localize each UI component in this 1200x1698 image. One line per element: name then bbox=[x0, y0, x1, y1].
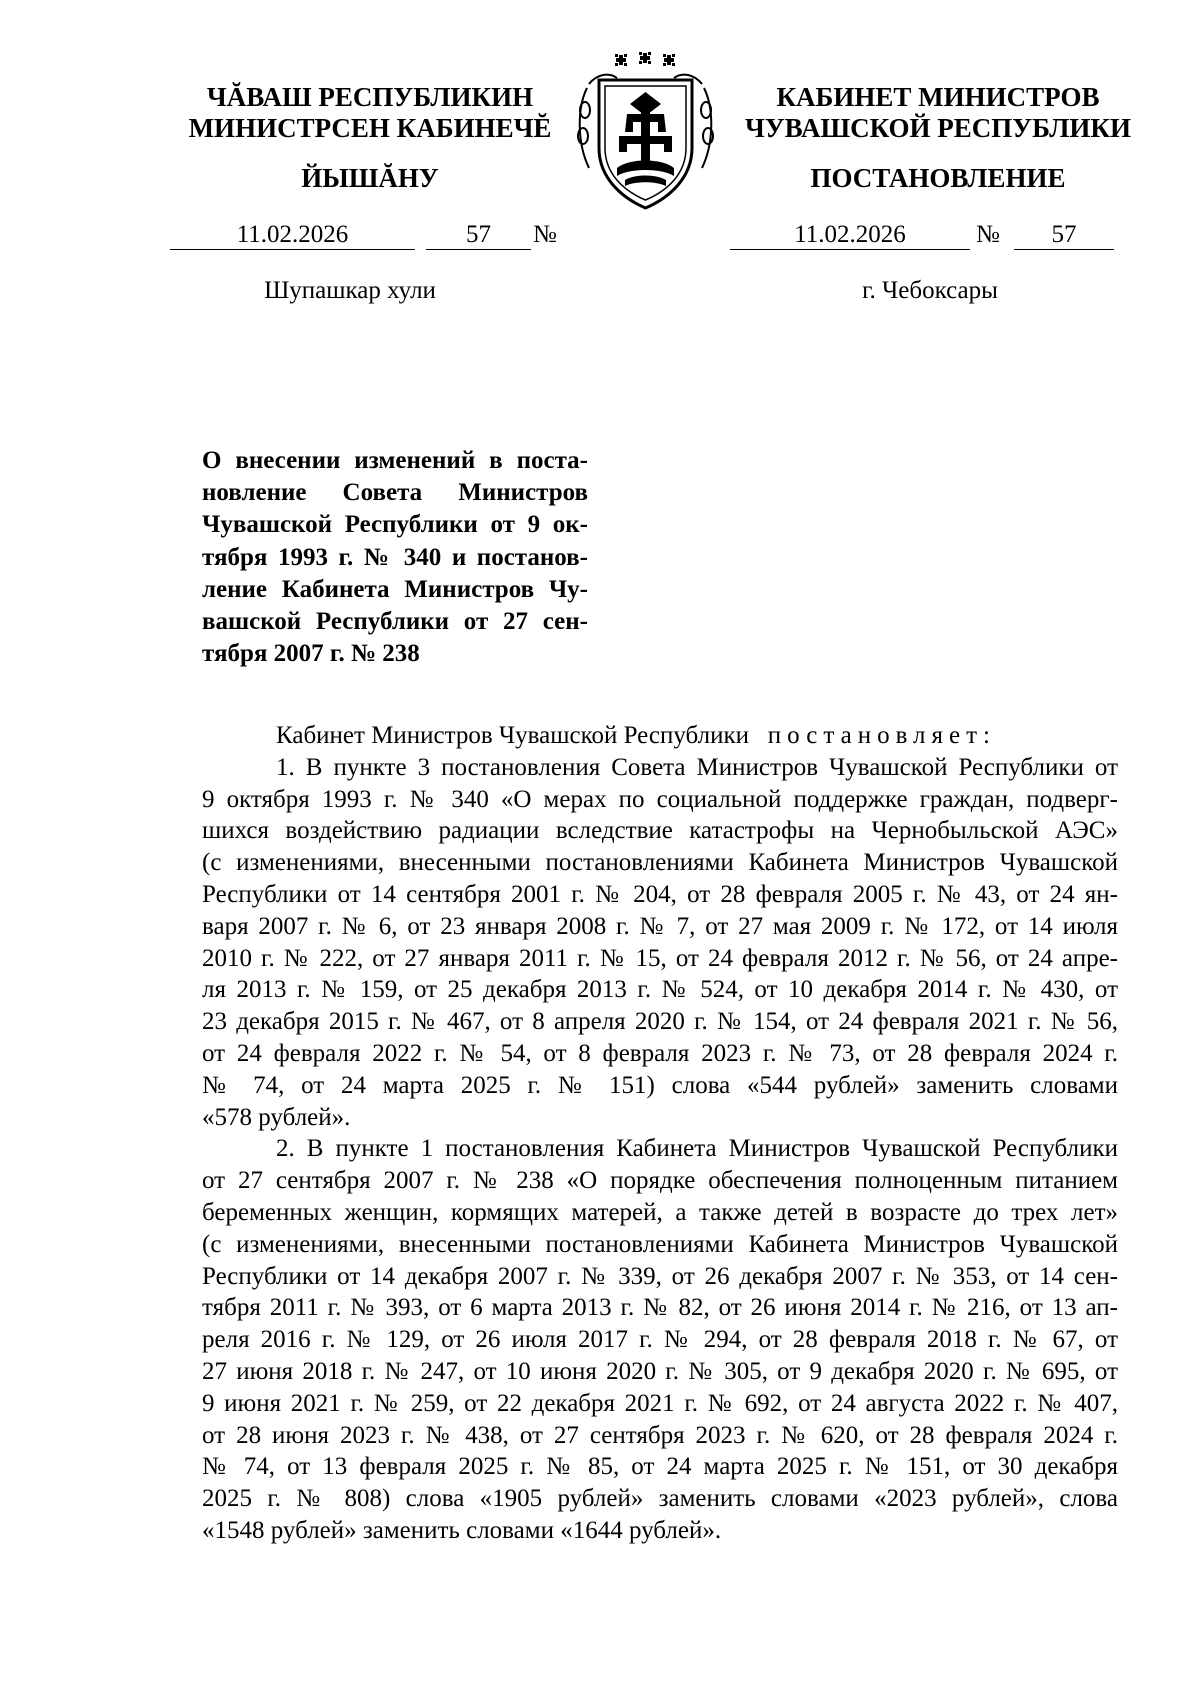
emblem bbox=[569, 48, 722, 214]
paragraph2-line: «1548 рублей» заменить словами «1644 рублей». bbox=[202, 1516, 722, 1544]
paragraph1-line: 2010 г. № 222, от 27 января 2011 г. № 15, от 24 февраля 2012 г. № 56, от 24 апре- bbox=[202, 944, 1118, 972]
date-line-right bbox=[600, 221, 1200, 251]
header-left-doc-type: ЙЫШĂНУ bbox=[301, 163, 439, 193]
number-left: 57 bbox=[426, 221, 531, 250]
paragraph2-line: беременных женщин, кормящих матерей, а также детей в возрасте до трех лет» bbox=[202, 1198, 1118, 1226]
paragraph1-line: № 74, от 24 марта 2025 г. № 151) слова «544 рублей» заменить словами bbox=[202, 1071, 1118, 1099]
city-left: Шупашкар хули bbox=[264, 277, 436, 304]
paragraph1-line: ля 2013 г. № 159, от 25 декабря 2013 г. № 524, от 10 декабря 2014 г. № 430, от bbox=[202, 976, 1118, 1004]
paragraph2-line: 9 июня 2021 г. № 259, от 22 декабря 2021 г. № 692, от 24 августа 2022 г. № 407, bbox=[202, 1389, 1118, 1417]
paragraph2-line: 2. В пункте 1 постановления Кабинета Министров Чувашской Республики bbox=[276, 1135, 1118, 1163]
title-line: ление Кабинета Министров Чу- bbox=[202, 575, 588, 603]
header-left-org bbox=[170, 82, 570, 144]
paragraph2-line: от 27 сентября 2007 г. № 238 «О порядке обеспечения полноценным питанием bbox=[202, 1167, 1118, 1195]
date-right: 11.02.2026 bbox=[730, 221, 970, 250]
date-left: 11.02.2026 bbox=[170, 221, 415, 250]
paragraph1-line: «578 рублей». bbox=[202, 1103, 351, 1131]
number-right: 57 bbox=[1014, 221, 1114, 250]
title-line: Чувашской Республики от 9 ок- bbox=[202, 511, 588, 539]
intro-verb: постановляет: bbox=[767, 722, 997, 749]
paragraph1-line: шихся воздействию радиации вследствие катастрофы на Чернобыльской АЭС» bbox=[202, 817, 1118, 845]
paragraph2-line: 2025 г. № 808) слова «1905 рублей» заменить словами «2023 рублей», слова bbox=[202, 1485, 1118, 1513]
intro-text: Кабинет Министров Чувашской Республики bbox=[276, 722, 750, 749]
paragraph1-line: (с изменениями, внесенными постановлениями Кабинета Министров Чувашской bbox=[202, 849, 1118, 877]
paragraph1-line: 23 декабря 2015 г. № 467, от 8 апреля 2020 г. № 154, от 24 февраля 2021 г. № 56, bbox=[202, 1008, 1118, 1036]
chuvash-coat-of-arms-icon bbox=[569, 48, 722, 214]
intro-line bbox=[202, 720, 1118, 752]
paragraph2-line: № 74, от 13 февраля 2025 г. № 85, от 24 марта 2025 г. № 151, от 30 декабря bbox=[202, 1453, 1118, 1481]
title-line: новление Совета Министров bbox=[202, 479, 588, 507]
paragraph1-line: от 24 февраля 2022 г. № 54, от 8 февраля 2023 г. № 73, от 28 февраля 2024 г. bbox=[202, 1039, 1118, 1067]
header-right-doc-type: ПОСТАНОВЛЕНИЕ bbox=[810, 163, 1066, 193]
header-right-org bbox=[728, 82, 1148, 144]
paragraph2-line: реля 2016 г. № 129, от 26 июля 2017 г. № 294, от 28 февраля 2018 г. № 67, от bbox=[202, 1326, 1118, 1354]
number-sign-left: № bbox=[533, 221, 557, 248]
title-line: вашской Республики от 27 сен- bbox=[202, 608, 588, 636]
header-right-line2: ЧУВАШСКОЙ РЕСПУБЛИКИ bbox=[745, 113, 1131, 143]
paragraph1-line: варя 2007 г. № 6, от 23 января 2008 г. № 7, от 27 мая 2009 г. № 172, от 14 июля bbox=[202, 912, 1118, 940]
header-left-line1: ЧĂВАШ РЕСПУБЛИКИН bbox=[206, 82, 534, 112]
date-line-left bbox=[0, 221, 600, 251]
paragraph1-line: 9 октября 1993 г. № 340 «О мерах по социальной поддержке граждан, подверг- bbox=[202, 785, 1118, 813]
header-right-line1: КАБИНЕТ МИНИСТРОВ bbox=[776, 82, 1100, 112]
title-line: тября 1993 г. № 340 и постанов- bbox=[202, 543, 588, 571]
paragraph2-line: 27 июня 2018 г. № 247, от 10 июня 2020 г. № 305, от 9 декабря 2020 г. № 695, от bbox=[202, 1357, 1118, 1385]
title-line: О внесении изменений в поста- bbox=[202, 447, 588, 474]
paragraph2-line: тября 2011 г. № 393, от 6 марта 2013 г. № 82, от 26 июня 2014 г. № 216, от 13 ап- bbox=[202, 1294, 1118, 1322]
city-right: г. Чебоксары bbox=[862, 277, 998, 304]
paragraph1-line: 1. В пункте 3 постановления Совета Министров Чувашской Республики от bbox=[276, 753, 1118, 781]
paragraph2-line: Республики от 14 декабря 2007 г. № 339, от 26 декабря 2007 г. № 353, от 14 сен- bbox=[202, 1262, 1118, 1290]
paragraph2-line: от 28 июня 2023 г. № 438, от 27 сентября 2023 г. № 620, от 28 февраля 2024 г. bbox=[202, 1421, 1118, 1449]
stars-icon bbox=[615, 52, 675, 66]
paragraph1-line: Республики от 14 сентября 2001 г. № 204, от 28 февраля 2005 г. № 43, от 24 ян- bbox=[202, 880, 1118, 908]
document-body bbox=[202, 720, 1118, 1547]
title-line: тября 2007 г. № 238 bbox=[202, 640, 420, 668]
number-sign-right: № bbox=[976, 221, 1000, 248]
paragraph2-line: (с изменениями, внесенными постановлениями Кабинета Министров Чувашской bbox=[202, 1230, 1118, 1258]
document-title bbox=[202, 445, 588, 670]
header-left-line2: МИНИСТРСЕН КАБИНЕЧĔ bbox=[188, 113, 552, 143]
